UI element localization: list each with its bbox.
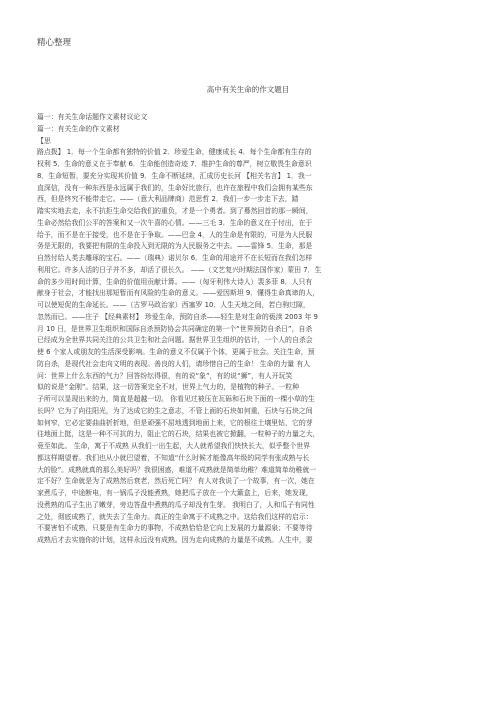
body-line: 权利 5．生命的意义在于奉献 6．生命能创造奇迹 7．维护生命的尊严，树立敬畏生命意识 (37, 160, 312, 168)
body-line: 生命必然给我们公平的答案和又一次午喜的心情。——三毛 3．生命的意义在于付出，在于 (37, 218, 313, 227)
body-line: 已经成为全世界共同关注的公共卫生和社会问题。据世界卫生组织的估计，一个人的自杀会 (37, 336, 313, 345)
body-line: 没煮熟的瓜子生出了嫩芽，旁边答盘中煮熟的瓜子却没有生芽。 我明白了，人和瓜子有同性 (37, 500, 315, 509)
body-line: 大的脸”。成熟就真的那么美好吗？我很困惑，难道不成熟就是简单幼稚？难道简单幼稚就一 (37, 465, 317, 474)
body-line: 自然付给人类去雕琢的宝石。——（瑞典）诺贝尔 6．生命的用途并不在长短而在我们怎样 (37, 254, 313, 262)
body-line: 【思 (37, 136, 51, 145)
document-body (37, 112, 461, 547)
body-line: 成熟后才去实施你的计划，这样永远没有成熟。因为走向成熟的力量是不成熟。人生中，要 (37, 536, 313, 544)
body-line: 往地面上挺，这是一种不可抗的力，阻止它的石块，结果也被它掀翻，一粒种子的力量之大， (37, 430, 320, 439)
body-line: 都这样期望着。我们也从小就巴望着，不知道“什么时候才能像高年级的同学有张成熟与长 (37, 453, 310, 462)
body-line: 竟至如此。 生命，寓于不成熟 从我们一出生起，大人就希望我们快快长大，似乎整个世界 (37, 442, 311, 450)
body-line: 利用它。许多人活的日子并不多，却活了很长久。 ——（文艺复兴时期法国作家）蒙田 7．生 (37, 265, 322, 274)
body-line: 务是无限的，我要把有限的生命投入到无限的为人民服务之中去。——雷锋 5．生命，那是 (37, 242, 313, 251)
body-line: 家煮瓜子，中途断电，有一锅瓜子没能煮熟，她把瓜子放在一个大簸盒上，后来，她发现， (37, 489, 313, 497)
body-line: 定不好？生命就是为了成熟然后衰老，然后死亡吗？ 有人对我说了一个故事，有一次，她在 (37, 477, 315, 486)
body-line: 献身于社会，才能找出那短暂而有风险的生命的意义。——爱因斯坦 9．懂得生命真谛的人， (37, 289, 320, 298)
body-line: 月 10 日，是世界卫生组织和国际自杀预防协会共同确定的第一个“世界预防自杀日”，自杀 (37, 324, 313, 333)
body-line: 可以使短促的生命延长。——（古罗马政治家）西塞罗 10．人生天地之间，若白驹过隙， (37, 301, 310, 309)
body-line: 篇一：有关生命的作文素材 (37, 124, 120, 133)
body-line: 防自杀，是现代社会走向文明的表现。善良的人们，请珍惜自己的生命！ 生命的力量 有人 (37, 359, 311, 368)
body-line: 路点拨】 1．每一个生命都有独特的价值 2．珍爱生命，健康成长 4．每个生命都有生存的 (37, 148, 312, 157)
body-line: 忽然而已。——庄子 【经典素材】 珍爱生命，预防自杀——轻生是对生命的亵渎 2003 年 9 (37, 312, 318, 321)
body-line: 踏实实地去走，永不抗拒生命交给我们的重负，才是一个勇者。到了蓦然回首的那一瞬间， (37, 207, 313, 215)
header-note: 精心整理 (37, 38, 72, 48)
document-title: 高中有关生命的作文题目 (206, 85, 290, 94)
body-line: 8．生命短暂，要充分实现其价值 9．生命不断延续，汇成历史长河 【相关名言】 1．我一 (37, 171, 312, 180)
body-line: 命的多少用时间计算，生命的价值用贡献计算。——（匈牙利伟大诗人）裴多菲 8．人只有 (37, 277, 313, 286)
body-line: 不要害怕不成熟，只要是有生命力的事物，不成熟恰恰是它向上发展的力量源泉；不要等待 (37, 524, 313, 533)
body-line: 西，但是终究不能带走它。——（意大利品牌商）范思哲 2．我们一步一步走下去，踏 (37, 195, 299, 204)
body-line: 如何窄，它必定要曲曲折折地，但是顽强不屈地透到地面上来，它的根往土壤里钻，它的芽 (37, 418, 313, 427)
body-line: 问：世界上什么东西的气力？回答纷纭得很，有的说“象”，有的说“狮”，有人开玩笑 (37, 371, 293, 380)
body-line: 子所可以显现出来的力，简直是超越一切。 你看见过被压在瓦砾和石块下面的一棵小草的生 (37, 395, 315, 403)
body-line: 篇一：有关生命话题作文素材议论文 (37, 113, 148, 121)
body-line: 似的说是“金刚”。结果，这一切答案完全不对，世界上气力的，是植物的种子。一粒种 (37, 383, 300, 392)
body-line: 给予，而不是在于接受，也不是在于争取。——巴金 4．人的生命是有限的，可是为人民服 (37, 230, 313, 239)
body-line: 之处，彻底成熟了，就失去了生命力。真正的生命寓于不成熟之中。这给我们这样的启示： (37, 512, 313, 521)
body-line: 长吗？它为了向往阳光，为了达成它的生之意志，不管上面的石块如何重，石块与石块之间 (37, 406, 313, 415)
body-line: 直深信，没有一种东西是永远属于我们的，生命好比旅行，也许在旅程中我们会拥有某些东 (37, 183, 313, 192)
body-line: 使 6 个家人或朋友的生活深受影响。生命的意义不仅属于个体，更属于社会。关注生命，预 (37, 348, 315, 356)
